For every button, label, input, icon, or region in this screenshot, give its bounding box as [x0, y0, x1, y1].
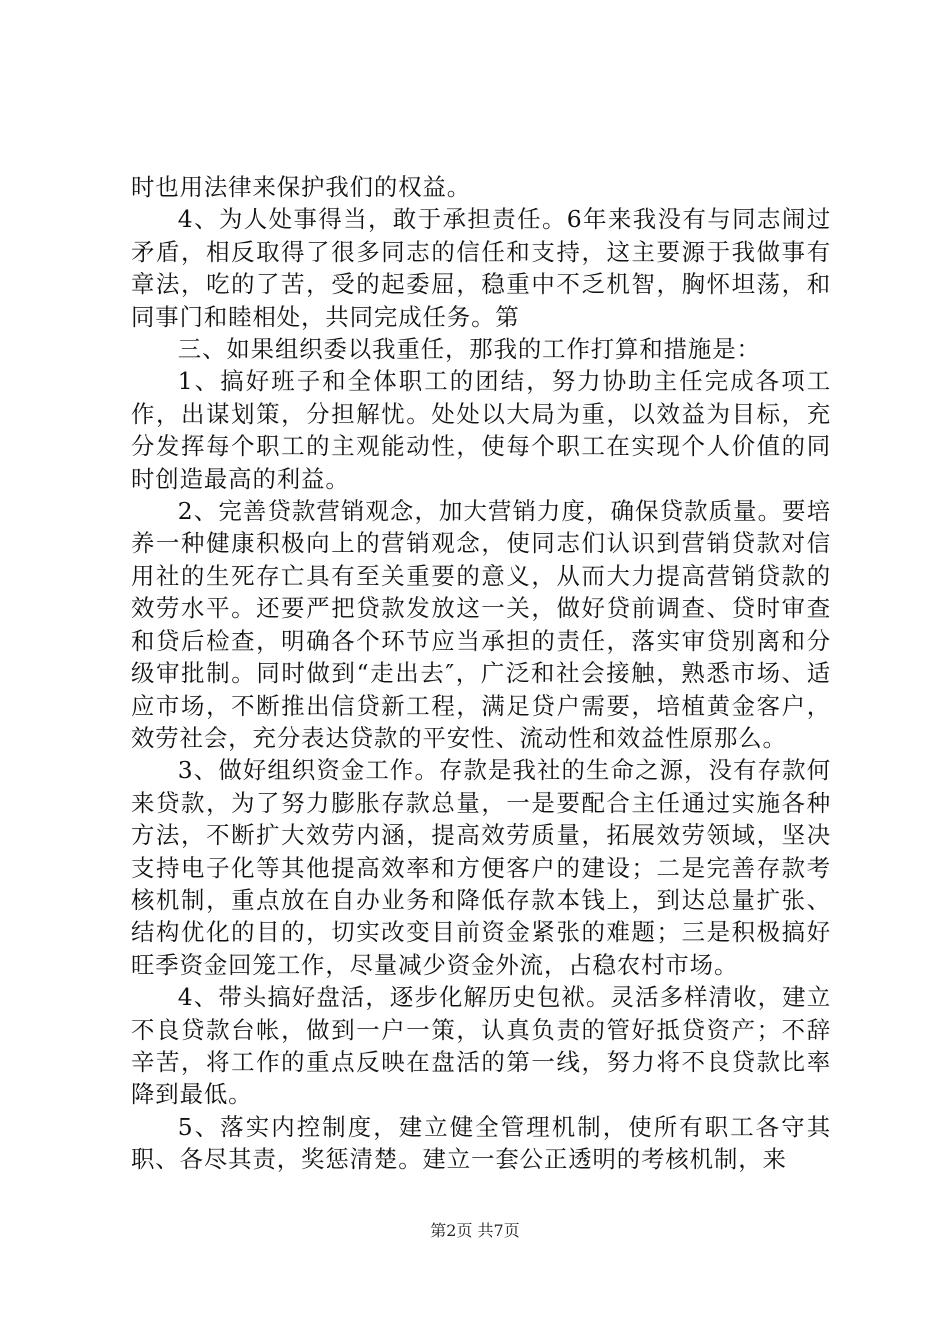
paragraph-plan-5-internal-control: 5、落实内控制度，建立健全管理机制，使所有职工各守其职、各尽其责，奖惩清楚。建立一套公正透明的考核机制，来	[131, 1112, 831, 1174]
paragraph-continuation: 时也用法律来保护我们的权益。	[131, 173, 472, 201]
paragraph-plan-3-funds: 3、做好组织资金工作。存款是我社的生命之源，没有存款何来贷款，为了努力膨胀存款总量，一是要配合主任通过实施各种方法，不断扩大效劳内涵，提高效劳质量，拓展效劳领域，坚决支持电子化等其他提高效率和方便客户的建设；二是完善存款考核机制，重点放在自办业务和降低存款本钱上，到达总量扩张、结构优化的目的，切实改变目前资金紧张的难题；三是积极搞好旺季资金回笼工作，尽量减少资金外流，占稳农村市场。	[131, 756, 831, 979]
paragraph-plan-1-unity: 1、搞好班子和全体职工的团结，努力协助主任完成各项工作，出谋划策，分担解忧。处处以大局为重，以效益为目标，充分发挥每个职工的主观能动性，使每个职工在实现个人价值的同时创造最高的利益。	[131, 367, 831, 493]
page-number-footer: 第2页 共7页	[430, 1221, 520, 1240]
paragraph-plan-4-recovery: 4、带头搞好盘活，逐步化解历史包袱。灵活多样清收，建立不良贷款台帐，做到一户一策，认真负责的管好抵贷资产；不辞辛苦，将工作的重点反映在盘活的第一线，努力将不良贷款比率降到最低。	[131, 983, 831, 1109]
paragraph-plan-2-loan-marketing: 2、完善贷款营销观念，加大营销力度，确保贷款质量。要培养一种健康积极向上的营销观念，使同志们认识到营销贷款对信用社的生死存亡具有至关重要的意义，从而大力提高营销贷款的效劳水平。还要严把贷款发放这一关，做好贷前调查、贷时审查和贷后检查，明确各个环节应当承担的责任，落实审贷别离和分级审批制。同时做到“走出去″，广泛和社会接触，熟悉市场、适应市场，不断推出信贷新工程，满足贷户需要，培植黄金客户，效劳社会，充分表达贷款的平安性、流动性和效益性原那么。	[131, 497, 831, 752]
section-heading-3: 三、如果组织委以我重任，那我的工作打算和措施是：	[177, 335, 761, 364]
paragraph-item-4-conduct: 4、为人处事得当，敢于承担责任。6年来我没有与同志闹过矛盾，相反取得了很多同志的信任和支持，这主要源于我做事有章法，吃的了苦，受的起委屈，稳重中不乏机智，胸怀坦荡，和同事门和睦相处，共同完成任务。第	[131, 205, 831, 331]
document-body	[131, 171, 831, 1176]
